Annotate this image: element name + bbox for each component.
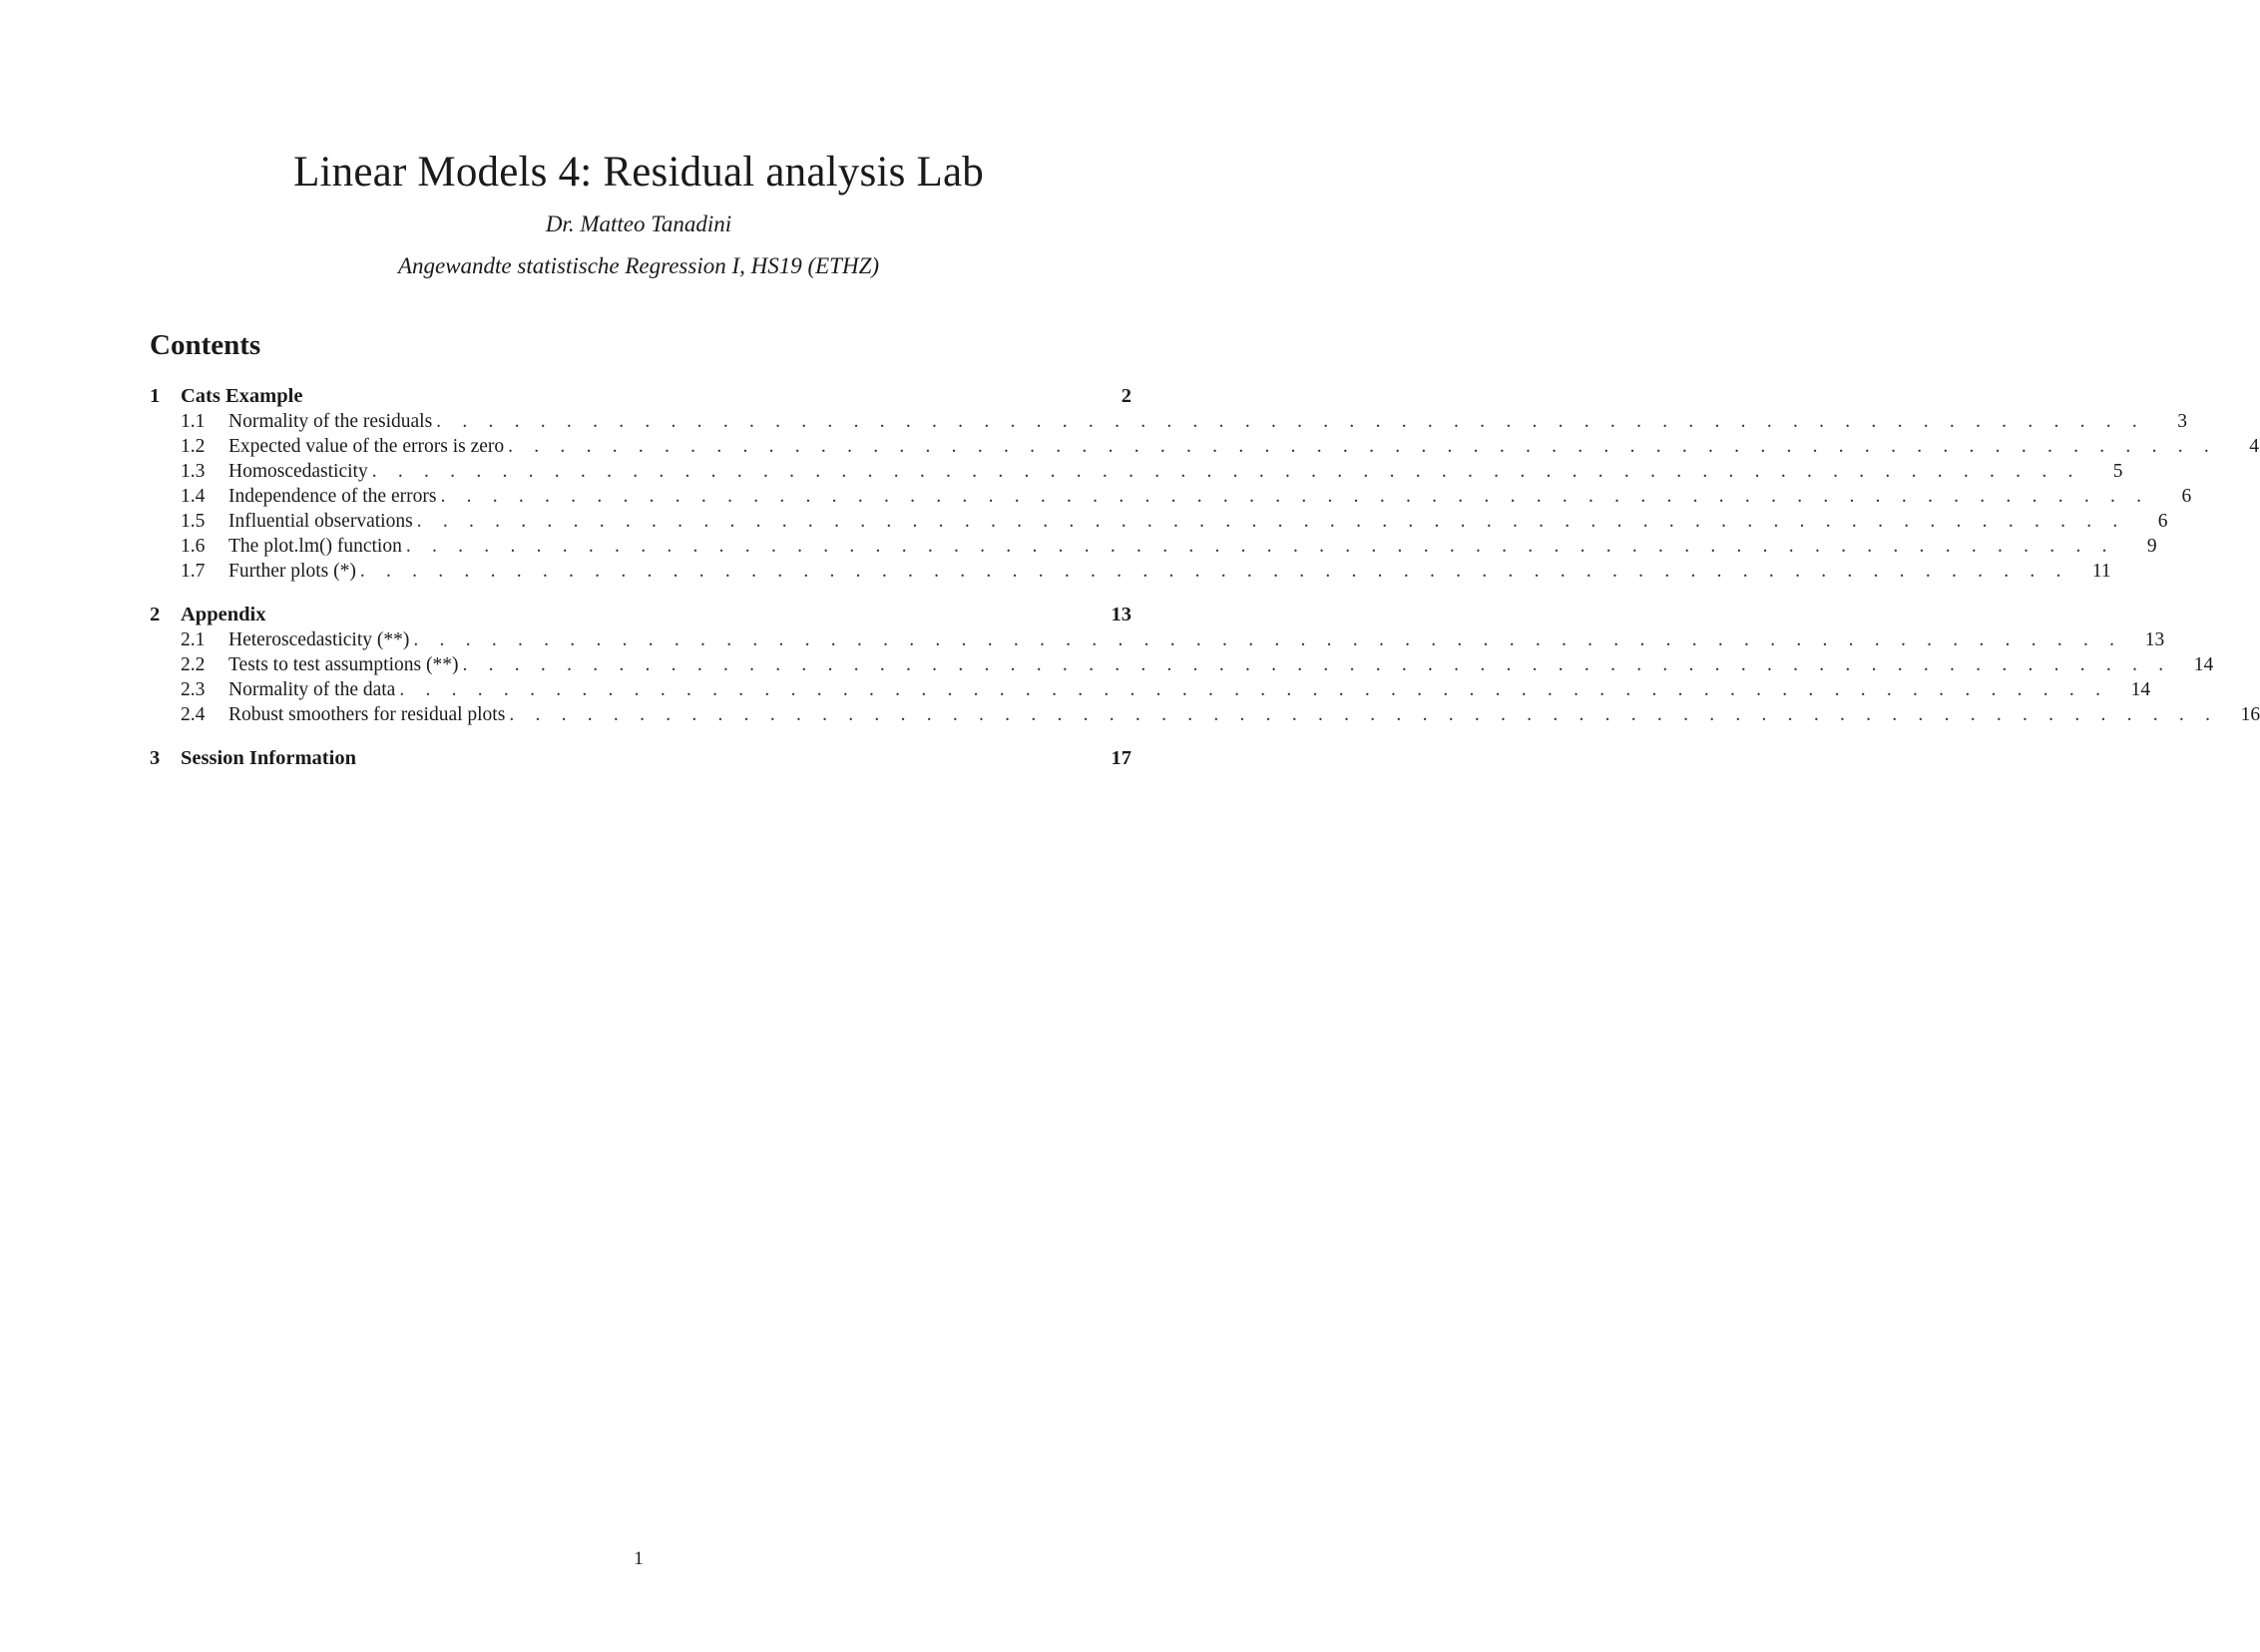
toc-subsection-number: 1.4 (181, 486, 206, 507)
toc-page-number: 14 (2193, 654, 2214, 675)
toc-leader-dots: . . . . . . . . . . . . . . . . . . . . . . . . . . . . . . . . . . . . . . . . . . . . . . . . . . . . . . . . . . . . . . . . . . (509, 704, 2219, 725)
toc-entry-section[interactable] (150, 383, 1131, 409)
toc-subsection-number: 2.3 (181, 679, 206, 700)
toc-subsection-number: 2.4 (181, 704, 206, 725)
toc-subsection-number: 2.1 (181, 629, 206, 650)
toc-subsection-label: Influential observations (228, 511, 413, 532)
toc-page-number: 17 (1111, 747, 1131, 769)
toc-entry-subsection[interactable] (150, 559, 2111, 584)
page-number: 1 (634, 1548, 644, 1569)
toc-leader-dots: . . . . . . . . . . . . . . . . . . . . . . . . . . . . . . . . . . . . . . . . . . . . . . . . . . . . . . . . . . . . . . . . . . (359, 561, 2069, 582)
toc-subsection-number: 1.5 (181, 511, 206, 532)
toc-entry-subsection[interactable] (150, 677, 2151, 702)
toc-subsection-number: 1.3 (181, 461, 206, 482)
toc-entry-subsection[interactable] (150, 409, 2187, 434)
toc-page-number: 3 (2177, 411, 2187, 432)
toc-section-label: Appendix (181, 604, 266, 625)
toc-subsection-label: Independence of the errors (228, 486, 437, 507)
toc-subsection-number: 1.2 (181, 436, 206, 457)
toc-entry-subsection[interactable] (150, 484, 2192, 509)
toc-subsection-number: 2.2 (181, 654, 206, 675)
document-title: Linear Models 4: Residual analysis Lab (293, 149, 984, 196)
toc-leader-dots: . . . . . . . . . . . . . . . . . . . . . . . . . . . . . . . . . . . . . . . . . . . . . . . . . . . . . . . . . . . . . . . . . . (462, 654, 2172, 675)
toc-subsection-label: Heteroscedasticity (**) (228, 629, 410, 650)
table-of-contents (150, 383, 2260, 789)
toc-page-number: 13 (2144, 629, 2165, 650)
toc-subsection-label: Expected value of the errors is zero (228, 436, 505, 457)
toc-subsection-label: Normality of the residuals (228, 411, 433, 432)
toc-section-label: Cats Example (181, 385, 303, 407)
toc-page-number: 11 (2091, 561, 2111, 582)
toc-page-number: 5 (2112, 461, 2123, 482)
course-name: Angewandte statistische Regression I, HS19 (ETHZ) (397, 253, 880, 278)
toc-leader-dots: . . . . . . . . . . . . . . . . . . . . . . . . . . . . . . . . . . . . . . . . . . . . . . . . . . . . . . . . . . . . . . . . . . (416, 511, 2126, 532)
toc-entry-subsection[interactable] (150, 627, 2165, 652)
toc-section-number: 2 (150, 604, 161, 625)
toc-section-3 (150, 745, 1131, 771)
toc-section-1 (150, 383, 2259, 584)
toc-page-number: 6 (2181, 486, 2192, 507)
toc-page-number: 2 (1121, 385, 1131, 407)
toc-subsection-label: Normality of the data (228, 679, 396, 700)
toc-subsection-label: Homoscedasticity (228, 461, 368, 482)
toc-entry-subsection[interactable] (150, 534, 2157, 559)
toc-subsection-label: The plot.lm() function (228, 536, 402, 557)
toc-leader-dots: . . . . . . . . . . . . . . . . . . . . . . . . . . . . . . . . . . . . . . . . . . . . . . . . . . . . . . . . . . . . . . . . . . (405, 536, 2115, 557)
toc-section-number: 1 (150, 385, 161, 407)
toc-entry-subsection[interactable] (150, 434, 2259, 459)
toc-entry-section[interactable] (150, 602, 1131, 627)
toc-leader-dots: . . . . . . . . . . . . . . . . . . . . . . . . . . . . . . . . . . . . . . . . . . . . . . . . . . . . . . . . . . . . . . . . . . (508, 436, 2217, 457)
toc-page-number: 13 (1111, 604, 1131, 625)
contents-heading: Contents (150, 329, 261, 361)
toc-subsection-number: 1.1 (181, 411, 206, 432)
toc-section-label: Session Information (181, 747, 356, 769)
toc-subsection-label: Tests to test assumptions (**) (228, 654, 459, 675)
author-name: Dr. Matteo Tanadini (545, 211, 732, 236)
toc-section-2 (150, 602, 2260, 727)
toc-entry-subsection[interactable] (150, 652, 2214, 677)
toc-subsection-label: Further plots (*) (228, 561, 356, 582)
toc-leader-dots: . . . . . . . . . . . . . . . . . . . . . . . . . . . . . . . . . . . . . . . . . . . . . . . . . . . . . . . . . . . . . . . . . . (440, 486, 2150, 507)
toc-entry-subsection[interactable] (150, 509, 2168, 534)
toc-page-number: 16 (2240, 704, 2260, 725)
toc-leader-dots: . . . . . . . . . . . . . . . . . . . . . . . . . . . . . . . . . . . . . . . . . . . . . . . . . . . . . . . . . . . . . . . . . . (371, 461, 2081, 482)
toc-page-number: 6 (2157, 511, 2168, 532)
toc-subsection-number: 1.7 (181, 561, 206, 582)
toc-subsection-number: 1.6 (181, 536, 206, 557)
toc-entry-subsection[interactable] (150, 702, 2260, 727)
toc-section-number: 3 (150, 747, 161, 769)
toc-page-number: 14 (2130, 679, 2151, 700)
toc-leader-dots: . . . . . . . . . . . . . . . . . . . . . . . . . . . . . . . . . . . . . . . . . . . . . . . . . . . . . . . . . . . . . . . . . . (413, 629, 2123, 650)
toc-leader-dots: . . . . . . . . . . . . . . . . . . . . . . . . . . . . . . . . . . . . . . . . . . . . . . . . . . . . . . . . . . . . . . . . . . (436, 411, 2145, 432)
toc-page-number: 9 (2146, 536, 2157, 557)
toc-entry-subsection[interactable] (150, 459, 2123, 484)
toc-page-number: 4 (2249, 436, 2259, 457)
toc-entry-section[interactable] (150, 745, 1131, 771)
toc-leader-dots: . . . . . . . . . . . . . . . . . . . . . . . . . . . . . . . . . . . . . . . . . . . . . . . . . . . . . . . . . . . . . . . . . . (399, 679, 2109, 700)
toc-subsection-label: Robust smoothers for residual plots (228, 704, 506, 725)
